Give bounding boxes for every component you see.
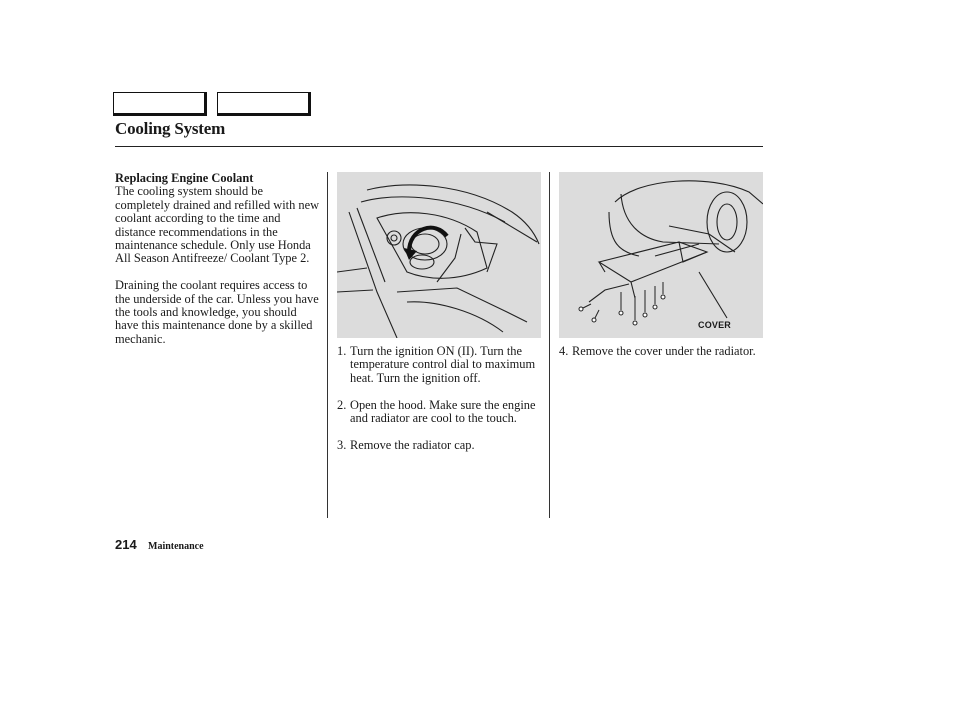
right-steps <box>559 345 763 372</box>
section-heading: Replacing Engine Coolant <box>115 171 254 185</box>
step-item <box>337 345 543 385</box>
radiator-cover-illustration <box>559 172 763 338</box>
middle-steps <box>337 345 543 466</box>
paragraph: The cooling system should be completely drained and refilled with new coolant according to the time and distance recommendations in the maintenance schedule. Only use Honda All Season Antifreeze/ Coolant Type 2. <box>115 184 320 266</box>
figure-label: COVER <box>698 320 732 330</box>
step-text: Remove the radiator cap. <box>350 437 475 452</box>
step-item <box>337 439 543 452</box>
step-number: 1. <box>337 344 347 358</box>
step-number: 2. <box>337 397 347 412</box>
header-tab-box-left <box>113 92 207 116</box>
step-item <box>559 345 763 358</box>
title-rule <box>115 146 763 147</box>
radiator-cover-drawing <box>559 172 763 338</box>
column-divider-1 <box>327 172 328 518</box>
step-item <box>337 399 543 426</box>
step-number: 4. <box>559 344 569 358</box>
column-divider-2 <box>549 172 550 518</box>
step-text: Remove the cover under the radiator. <box>572 344 756 358</box>
paragraph: Draining the coolant requires access to the underside of the car. Unless you have the tools and knowledge, you should have this maintenance done by a skilled mechanic. <box>115 278 319 346</box>
step-text: Open the hood. Make sure the engine and radiator are cool to the touch. <box>350 397 536 426</box>
step-text: Turn the ignition ON (II). Turn the temperature control dial to maximum heat. Turn the ignition off. <box>350 344 536 385</box>
page-number: 214 <box>115 537 137 552</box>
step-number: 3. <box>337 437 347 452</box>
radiator-cap-drawing <box>337 172 541 338</box>
header-tab-box-right <box>217 92 311 116</box>
left-column <box>115 172 321 360</box>
page-title: Cooling System <box>115 119 226 138</box>
radiator-cap-illustration <box>337 172 541 338</box>
section-name: Maintenance <box>148 541 204 552</box>
